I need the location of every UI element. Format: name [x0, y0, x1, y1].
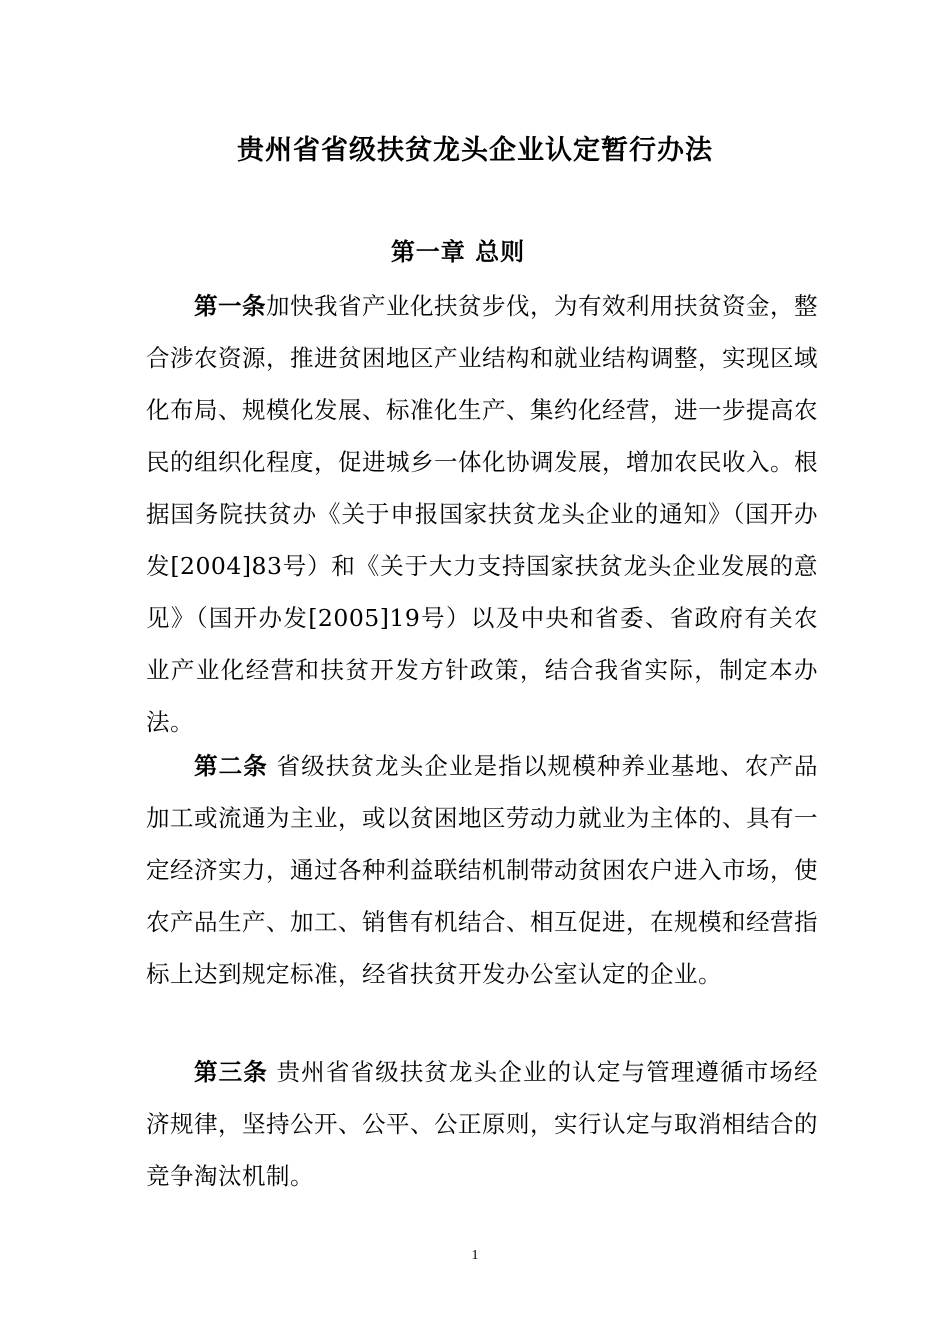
article-label: 第二条 — [194, 752, 268, 780]
article-paragraph — [146, 1046, 818, 1202]
document-title: 贵州省省级扶贫龙头企业认定暂行办法 — [237, 135, 713, 166]
article-text: 贵州省省级扶贫龙头企业的认定与管理遵循市场经济规律，坚持公开、公平、公正原则，实行认定与取消相结合的竞争淘汰机制。 — [146, 1058, 818, 1190]
article-2 — [146, 740, 818, 1000]
article-text: 省级扶贫龙头企业是指以规模种养业基地、农产品加工或流通为主业，或以贫困地区劳动力就业为主体的、具有一定经济实力，通过各种利益联结机制带动贫困农户进入市场，使农产品生产、加工、销售有机结合、相互促进，在规模和经营指标上达到规定标准，经省扶贫开发办公室认定的企业。 — [146, 752, 818, 988]
article-1 — [146, 280, 818, 748]
article-label: 第三条 — [194, 1058, 268, 1086]
article-text: 加快我省产业化扶贫步伐，为有效利用扶贫资金，整合涉农资源，推进贫困地区产业结构和就业结构调整，实现区域化布局、规模化发展、标准化生产、集约化经营，进一步提高农民的组织化程度，促进城乡一体化协调发展，增加农民收入。根据国务院扶贫办《关于申报国家扶贫龙头企业的通知》（国开办发[2004]83号）和《关于大力支持国家扶贫龙头企业发展的意见》（国开办发[2005]19号）以及中央和省委、省政府有关农业产业化经营和扶贫开发方针政策，结合我省实际，制定本办法。 — [146, 292, 818, 736]
article-3 — [146, 1046, 818, 1202]
article-paragraph — [146, 740, 818, 1000]
article-paragraph — [146, 280, 818, 748]
chapter-heading: 第一章 总则 — [390, 238, 526, 266]
page-number: 1 — [471, 1248, 479, 1263]
article-label: 第一条 — [194, 292, 266, 320]
